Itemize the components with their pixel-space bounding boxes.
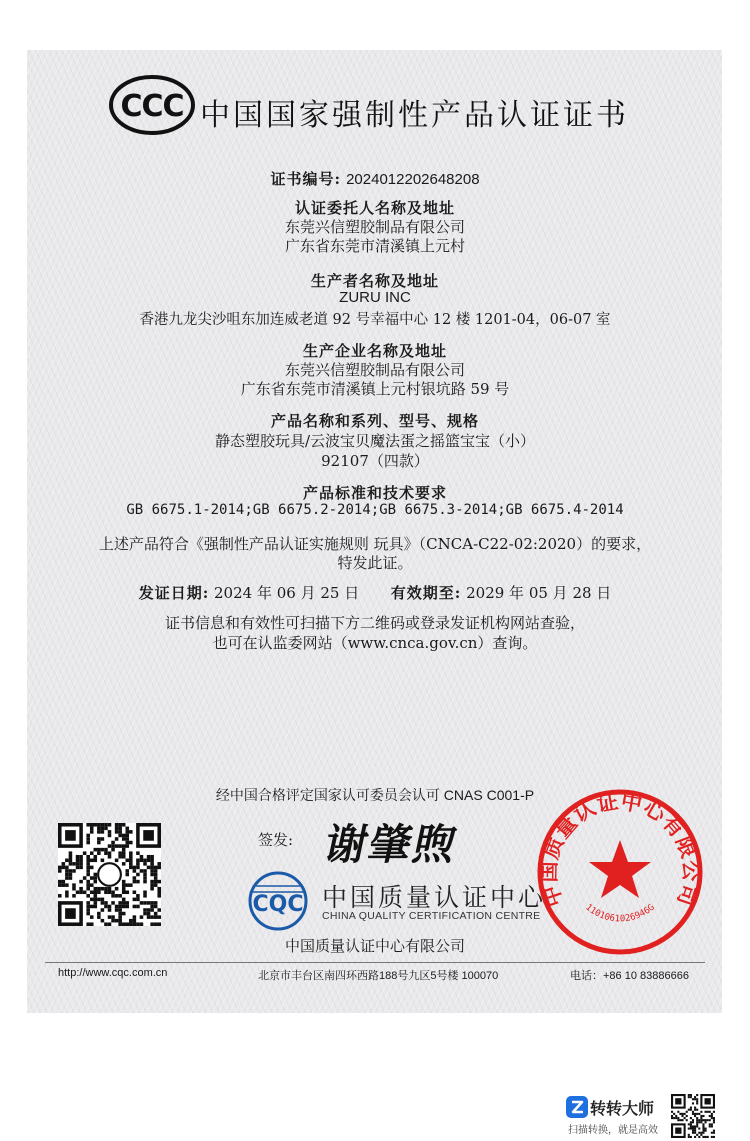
- issuer-company: 中国质量认证中心有限公司: [284, 937, 465, 955]
- footer-address: 北京市丰台区南四环西路188号九区5号楼 100070: [258, 970, 499, 982]
- svg-text:1101061026946G: 1101061026946G: [583, 902, 657, 925]
- verification-note-url: 也可在认监委网站（www.cnca.gov.cn）查询。: [212, 634, 538, 652]
- issue-date-label: 发证日期:: [138, 584, 210, 602]
- manufacturer-label: 生产者名称及地址: [310, 272, 439, 290]
- svg-text:中国质量认证中心有限公司: 中国质量认证中心有限公司: [536, 789, 704, 910]
- converter-logo-icon: [566, 1096, 588, 1118]
- manufacturer-name: ZURU INC: [339, 289, 411, 306]
- footer-phone: 电话：+86 10 83886666: [570, 970, 689, 982]
- conformity-statement-end: 特发此证。: [337, 554, 413, 572]
- issue-date-value: 2024 年 06 月 25 日: [214, 584, 360, 602]
- certificate-title: 中国国家强制性产品认证证书: [200, 98, 629, 133]
- watermark-qr-code[interactable]: [671, 1094, 715, 1138]
- svg-text:CCC: CCC: [120, 89, 184, 124]
- standards-label: 产品标准和技术要求: [302, 484, 447, 502]
- product-name: 静态塑胶玩具/云波宝贝魔法蛋之摇篮宝宝（小）: [214, 432, 536, 450]
- factory-name: 东莞兴信塑胶制品有限公司: [284, 361, 465, 379]
- issuer-logo-en: CHINA QUALITY CERTIFICATION CENTRE: [322, 910, 541, 922]
- product-model: 92107（四款）: [321, 452, 429, 470]
- watermark-slogan: 扫描转换，就是高效: [568, 1125, 658, 1136]
- cqc-logo-icon: [232, 870, 324, 932]
- accreditation-note: 经中国合格评定国家认可委员会认可 CNAS C001-P: [215, 787, 535, 803]
- manufacturer-address: 香港九龙尖沙咀东加连威老道 92 号幸福中心 12 楼 1201-04，06-07 室: [139, 312, 611, 328]
- expiry-date-value: 2029 年 05 月 28 日: [466, 584, 612, 602]
- watermark-brand: 转转大师: [590, 1099, 655, 1118]
- client-name: 东莞兴信塑胶制品有限公司: [284, 218, 465, 236]
- signature-image: 谢肇煦: [320, 820, 463, 869]
- svg-text:CQC: CQC: [252, 892, 304, 917]
- official-seal-icon: [530, 782, 710, 962]
- factory-label: 生产企业名称及地址: [302, 342, 447, 360]
- product-label: 产品名称和系列、型号、规格: [270, 412, 479, 430]
- certificate-number: 证书编号: 2024012202648208: [270, 170, 480, 188]
- verification-note: 证书信息和有效性可扫描下方二维码或登录发证机构网站查验，: [164, 614, 585, 632]
- expiry-date-label: 有效期至:: [390, 584, 462, 602]
- conformity-statement: 上述产品符合《强制性产品认证实施规则 玩具》（CNCA-C22-02:2020）的要求，: [98, 535, 652, 553]
- issuer-logo-cn: 中国质量认证中心: [322, 883, 547, 912]
- factory-address: 广东省东莞市清溪镇上元村银坑路 59 号: [240, 380, 510, 398]
- dates-row: [0, 582, 750, 603]
- client-address: 广东省东莞市清溪镇上元村: [284, 237, 465, 255]
- standards-value: GB 6675.1-2014;GB 6675.2-2014;GB 6675.3-2014;GB 6675.4-2014: [126, 502, 624, 518]
- client-label: 认证委托人名称及地址: [294, 199, 455, 217]
- footer-website[interactable]: http://www.cqc.com.cn: [58, 967, 168, 979]
- signature-label: 签发:: [258, 831, 294, 849]
- ccc-logo-icon: [108, 74, 196, 136]
- footer-divider: [45, 962, 705, 963]
- qr-code[interactable]: [58, 823, 161, 926]
